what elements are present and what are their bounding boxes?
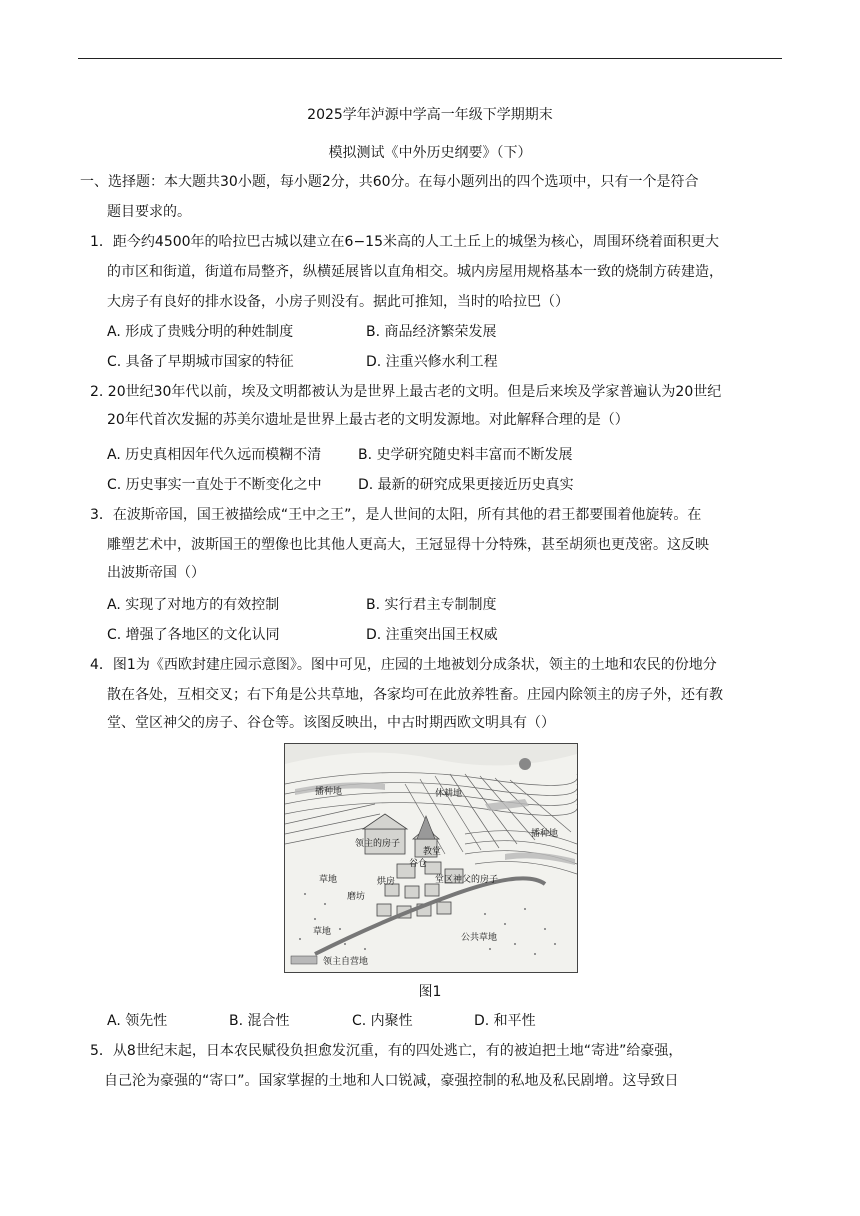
figure-caption: 图1 xyxy=(418,984,442,1000)
question-2-option-c: C. 历史事实一直处于不断变化之中 xyxy=(107,477,322,493)
question-2-text: 2. 20世纪30年代以前，埃及文明都被认为是世界上最古老的文明。但是后来埃及学家普遍认为20世纪 xyxy=(90,384,722,400)
question-1-text: 1．距今约4500年的哈拉巴古城以建立在6−15米高的人工土丘上的城堡为核心，周围环绕着面积更大 xyxy=(90,234,719,250)
question-3-option-a: A. 实现了对地方的有效控制 xyxy=(107,597,280,613)
question-3-text: 雕塑艺术中，波斯国王的塑像也比其他人更高大，王冠显得十分特殊，甚至胡须也更茂密。这反映 xyxy=(107,537,709,553)
figure-label: 磨坊 xyxy=(347,892,366,902)
question-4-option-a: A. 领先性 xyxy=(107,1013,168,1029)
question-3-option-b: B. 实行君主专制制度 xyxy=(366,597,497,613)
figure-label: 堂区神父的房子 xyxy=(435,875,499,885)
question-2-option-b: B. 史学研究随史料丰富而不断发展 xyxy=(358,447,573,463)
manor-illustration xyxy=(284,743,578,973)
question-5-text: 5．从8世纪末起，日本农民赋役负担愈发沉重，有的四处逃亡，有的被迫把土地“寄进”给豪强， xyxy=(90,1043,683,1059)
question-4-text: 4．图1为《西欧封建庄园示意图》。图中可见，庄园的土地被划分成条状，领主的土地和农民的份地分 xyxy=(90,657,717,673)
question-1-option-c: C. 具备了早期城市国家的特征 xyxy=(107,354,294,370)
legend-label: 领主自营地 xyxy=(323,957,369,967)
question-3-option-d: D. 注重突出国王权威 xyxy=(366,627,498,643)
manor-illustration-drawing xyxy=(285,744,577,972)
question-2-text: 20年代首次发掘的苏美尔遗址是世界上最古老的文明发源地。对此解释合理的是（） xyxy=(107,412,629,428)
figure-label: 谷仓 xyxy=(409,859,428,869)
figure-label: 草地 xyxy=(313,927,332,937)
section-heading: 一、选择题：本大题共30小题，每小题2分，共60分。在每小题列出的四个选项中，只有一个是符合 xyxy=(80,174,699,190)
question-4-option-c: C. 内聚性 xyxy=(352,1013,413,1029)
exam-subtitle: 模拟测试《中外历史纲要》（下） xyxy=(328,145,532,161)
figure-label: 播种地 xyxy=(531,829,559,839)
question-1-option-d: D. 注重兴修水利工程 xyxy=(366,354,498,370)
figure-label: 教堂 xyxy=(423,847,442,857)
question-5-text: 自己沦为豪强的“寄口”。国家掌握的土地和人口锐减，豪强控制的私地及私民剧增。这导致日 xyxy=(104,1073,679,1089)
question-4-text: 堂、堂区神父的房子、谷仓等。该图反映出，中古时期西欧文明具有（） xyxy=(107,715,555,731)
question-2-option-a: A. 历史真相因年代久远而模糊不清 xyxy=(107,447,322,463)
top-rule xyxy=(78,58,782,59)
exam-title: 2025学年泸源中学高一年级下学期期末 xyxy=(307,107,553,123)
question-4-option-b: B. 混合性 xyxy=(229,1013,290,1029)
figure-label: 休耕地 xyxy=(435,789,463,799)
figure-label: 公共草地 xyxy=(461,933,498,943)
figure-label: 草地 xyxy=(319,875,338,885)
figure-label: 领主的房子 xyxy=(355,839,401,849)
question-1-option-a: A. 形成了贵贱分明的种姓制度 xyxy=(107,324,294,340)
question-4-text: 散在各处，互相交叉；右下角是公共草地，各家均可在此放养牲畜。庄园内除领主的房子外，还有教 xyxy=(107,687,723,703)
question-2-option-d: D. 最新的研究成果更接近历史真实 xyxy=(358,477,574,493)
section-heading-cont: 题目要求的。 xyxy=(107,204,191,220)
figure-label: 烘房 xyxy=(377,877,396,887)
question-1-option-b: B. 商品经济繁荣发展 xyxy=(366,324,497,340)
question-3-option-c: C. 增强了各地区的文化认同 xyxy=(107,627,280,643)
question-1-text: 的市区和街道，街道布局整齐，纵横延展皆以直角相交。城内房屋用规格基本一致的烧制方砖建造， xyxy=(107,264,723,280)
figure-label: 播种地 xyxy=(315,787,343,797)
question-4-option-d: D. 和平性 xyxy=(474,1013,536,1029)
question-3-text: 出波斯帝国（） xyxy=(107,565,205,581)
question-3-text: 3．在波斯帝国，国王被描绘成“王中之王”，是人世间的太阳，所有其他的君王都要围着他旋转。在 xyxy=(90,507,702,523)
question-1-text: 大房子有良好的排水设备，小房子则没有。据此可推知，当时的哈拉巴（） xyxy=(107,294,569,310)
